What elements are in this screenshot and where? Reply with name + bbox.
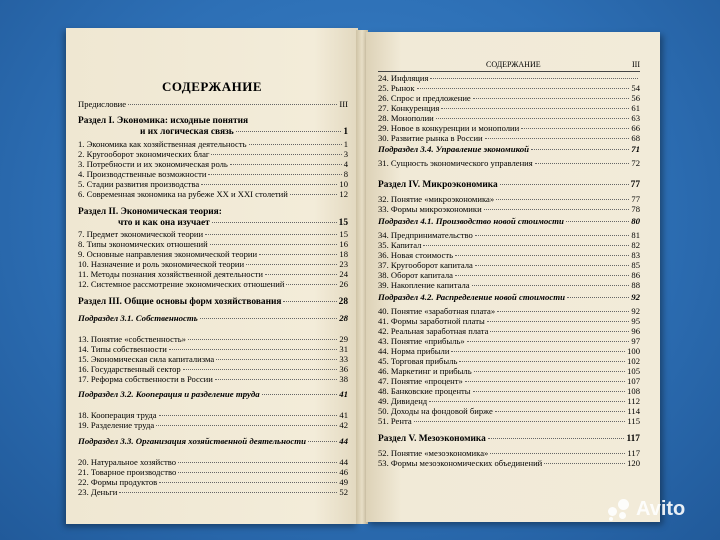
toc-dot-leader — [249, 144, 342, 145]
toc-entry — [378, 448, 640, 458]
toc-entry-title: 6. Современная экономика на рубеже XX и XXI столетий — [78, 189, 288, 199]
toc-entry-title: Подраздел 3.1. Собственность — [78, 313, 198, 323]
toc-entry-title: 28. Монополии — [378, 113, 434, 123]
toc-entry — [378, 386, 640, 396]
toc-dot-leader — [211, 154, 341, 155]
toc-dot-leader — [441, 108, 629, 109]
toc-dot-leader — [495, 411, 626, 412]
toc-dot-leader — [265, 274, 337, 275]
toc-page-number: 8 — [343, 169, 348, 179]
toc-dot-leader — [236, 131, 342, 132]
toc-dot-leader — [216, 359, 337, 360]
toc-page-number: 44 — [339, 436, 348, 446]
toc-entry — [378, 336, 640, 346]
toc-entry-title: 1. Экономика как хозяйственная деятельность — [78, 139, 247, 149]
toc-entry-title: 47. Понятие «процент» — [378, 376, 463, 386]
toc-entry — [78, 279, 348, 289]
toc-dot-leader — [200, 318, 337, 319]
toc-entry-title: 32. Понятие «микроэкономика» — [378, 194, 495, 204]
toc-entry — [78, 239, 348, 249]
toc-entry — [78, 364, 348, 374]
toc-entry — [78, 457, 348, 467]
toc-dot-leader — [465, 381, 625, 382]
toc-entry — [78, 354, 348, 364]
toc-entry — [378, 93, 640, 103]
toc-page-number: 15 — [339, 229, 348, 239]
toc-entry-title: 13. Понятие «собственность» — [78, 334, 186, 344]
toc-page-number: 107 — [627, 376, 640, 386]
toc-page-number: 112 — [627, 396, 640, 406]
toc-entry-title: и их логическая связь — [140, 127, 234, 137]
toc-entry-title: Раздел V. Мезоэкономика — [378, 434, 486, 444]
toc-page-number: 52 — [339, 487, 348, 497]
toc-dot-leader — [531, 149, 629, 150]
toc-dot-leader — [484, 209, 630, 210]
toc-page-number: 18 — [339, 249, 348, 259]
toc-entry-title: 38. Оборот капитала — [378, 270, 453, 280]
toc-page-number: 114 — [627, 406, 640, 416]
toc-entry-title: Подраздел 3.3. Организация хозяйственной деятельности — [78, 436, 306, 446]
toc-page-number: 28 — [339, 313, 348, 323]
page-title: СОДЕРЖАНИЕ — [161, 79, 263, 94]
toc-page-number: 92 — [631, 306, 640, 316]
toc-entry — [78, 149, 348, 159]
toc-page-number: III — [339, 99, 348, 109]
toc-page-number: 4 — [343, 159, 348, 169]
toc-page-number: 54 — [631, 83, 640, 93]
toc-dot-leader — [208, 174, 341, 175]
toc-entry-title: Раздел I. Экономика: исходные понятия — [78, 116, 249, 126]
toc-dot-leader — [128, 104, 337, 105]
toc-dot-leader — [451, 351, 625, 352]
toc-entry-title: Подраздел 4.1. Производство новой стоимости — [378, 216, 564, 226]
toc-entry-title: 18. Кооперация труда — [78, 410, 157, 420]
toc-entry-title: 3. Потребности и их экономическая роль — [78, 159, 228, 169]
toc-entry-title: Подраздел 3.4. Управление экономикой — [378, 144, 530, 154]
avito-logo-icon — [608, 499, 632, 521]
toc-entry — [378, 180, 640, 190]
toc-page-number: 29 — [339, 334, 348, 344]
toc-entry-title: 52. Понятие «мезоэкономика» — [378, 448, 489, 458]
toc-dot-leader — [286, 284, 337, 285]
toc-entry-title: 20. Натуральное хозяйство — [78, 457, 177, 467]
avito-watermark — [608, 498, 685, 521]
toc-entry — [78, 207, 348, 217]
toc-entry — [378, 194, 640, 204]
toc-entry — [78, 410, 348, 420]
toc-page-number: 24 — [339, 269, 348, 279]
toc-entry-title: 12. Системное рассмотрение экономических отношений — [78, 279, 285, 289]
toc-page-number: 108 — [627, 386, 640, 396]
toc-dot-leader — [429, 401, 625, 402]
toc-entry-title: 40. Понятие «заработная плата» — [378, 306, 496, 316]
toc-page-number: 120 — [627, 458, 640, 468]
running-header-page-number: III — [632, 60, 640, 69]
toc-entry — [78, 189, 348, 199]
toc-dot-leader — [497, 311, 629, 312]
toc-entry — [378, 260, 640, 270]
toc-entry-title: Подраздел 3.2. Кооперация и разделение труда — [78, 389, 260, 399]
toc-entry-title: Раздел III. Общие основы форм хозяйствования — [78, 297, 282, 307]
toc-entry — [378, 458, 640, 468]
toc-page-number: 15 — [338, 218, 348, 228]
toc-entry-title: 33. Формы микроэкономики — [378, 204, 482, 214]
toc-entry-title: 42. Реальная заработная плата — [378, 326, 489, 336]
toc-entry — [78, 389, 348, 399]
toc-entry-title: 35. Капитал — [378, 240, 422, 250]
toc-dot-leader — [500, 184, 629, 185]
toc-entry — [378, 270, 640, 280]
toc-entry — [378, 216, 640, 226]
toc-entry-title: 17. Реформа собственности в России — [78, 374, 213, 384]
toc-dot-leader — [414, 421, 626, 422]
toc-entry-title: 23. Деньги — [78, 487, 118, 497]
toc-entry — [378, 306, 640, 316]
toc-entry — [378, 144, 640, 154]
toc-dot-leader — [159, 482, 337, 483]
toc-page-number: 63 — [631, 113, 640, 123]
toc-entry — [378, 123, 640, 133]
toc-entry — [78, 467, 348, 477]
toc-dot-leader — [212, 222, 337, 223]
toc-entry — [78, 116, 348, 126]
toc-page-number: 68 — [631, 133, 640, 143]
toc-dot-leader — [496, 199, 629, 200]
toc-entry-title: 2. Кругооборот экономических благ — [78, 149, 210, 159]
toc-page-number: 26 — [339, 279, 348, 289]
toc-dot-leader — [535, 163, 630, 164]
toc-page-number: 16 — [339, 239, 348, 249]
toc-entry — [118, 218, 348, 228]
toc-entry — [78, 229, 348, 239]
toc-entry-title: что и как она изучает — [118, 218, 210, 228]
toc-entry — [78, 374, 348, 384]
toc-entry-title: 31. Сущность экономического управления — [378, 158, 533, 168]
toc-page-number: 86 — [631, 270, 640, 280]
toc-page-number: 117 — [626, 434, 640, 444]
toc-dot-leader — [201, 184, 337, 185]
toc-entry — [378, 133, 640, 143]
toc-dot-leader — [210, 244, 338, 245]
running-header — [378, 60, 640, 72]
toc-entry-title: 39. Накопление капитала — [378, 280, 470, 290]
toc-dot-leader — [473, 98, 630, 99]
toc-page-number: 85 — [631, 260, 640, 270]
toc-entry — [378, 83, 640, 93]
toc-entry-title: 50. Доходы на фондовой бирже — [378, 406, 493, 416]
toc-entry — [78, 179, 348, 189]
toc-page-number: 23 — [339, 259, 348, 269]
toc-dot-leader — [488, 438, 625, 439]
toc-page-number: 115 — [627, 416, 640, 426]
toc-dot-leader — [473, 391, 626, 392]
toc-entry-title: Раздел II. Экономическая теория: — [78, 207, 222, 217]
toc-page-number: 77 — [631, 194, 640, 204]
toc-entry-title: 53. Формы мезоэкономических объединений — [378, 458, 543, 468]
toc-page-number: 100 — [627, 346, 640, 356]
toc-page-number: 97 — [631, 336, 640, 346]
toc-page-number: 36 — [339, 364, 348, 374]
toc-dot-leader — [308, 441, 337, 442]
toc-entry-title: 22. Формы продуктов — [78, 477, 158, 487]
running-header-title: СОДЕРЖАНИЕ — [486, 60, 541, 69]
toc-page-number: 102 — [627, 356, 640, 366]
toc-dot-leader — [156, 425, 337, 426]
toc-entry-title: 5. Стадии развития производства — [78, 179, 200, 189]
toc-page-number: 56 — [631, 93, 640, 103]
toc-entry — [378, 292, 640, 302]
toc-entry-title: Предисловие — [78, 99, 127, 109]
toc-page-number: 81 — [631, 230, 640, 240]
toc-page-number: 42 — [339, 420, 348, 430]
toc-dot-leader — [467, 341, 630, 342]
toc-entry — [78, 249, 348, 259]
toc-entry — [378, 434, 640, 444]
toc-entry — [78, 487, 348, 497]
toc-entry — [378, 376, 640, 386]
toc-dot-leader — [436, 118, 630, 119]
toc-entry — [378, 406, 640, 416]
toc-page-number: 38 — [339, 374, 348, 384]
toc-entry — [378, 240, 640, 250]
toc-dot-leader — [521, 128, 629, 129]
toc-dot-leader — [205, 234, 337, 235]
toc-dot-leader — [259, 254, 337, 255]
toc-entry — [78, 436, 348, 446]
toc-page-number: 66 — [631, 123, 640, 133]
toc-page-number: 44 — [339, 457, 348, 467]
toc-entry — [78, 269, 348, 279]
toc-dot-leader — [183, 369, 338, 370]
toc-entry — [378, 230, 640, 240]
toc-dot-leader — [215, 379, 338, 380]
toc-entry — [140, 127, 348, 137]
toc-entry-title: 27. Конкуренция — [378, 103, 440, 113]
toc-entry — [78, 297, 348, 307]
toc-entry-title: 51. Рента — [378, 416, 412, 426]
toc-entry-title: 34. Предпринимательство — [378, 230, 473, 240]
toc-dot-leader — [159, 415, 338, 416]
toc-entry-title: 29. Новое в конкуренции и монополии — [378, 123, 520, 133]
toc-entry-title: 21. Товарное производство — [78, 467, 177, 477]
toc-dot-leader — [485, 138, 630, 139]
toc-entry-title: Раздел IV. Микроэкономика — [378, 180, 498, 190]
toc-entry — [378, 366, 640, 376]
toc-dot-leader — [567, 297, 629, 298]
toc-entry-title: 10. Назначение и роль экономической теории — [78, 259, 245, 269]
toc-dot-leader — [188, 339, 337, 340]
toc-page-number: 46 — [339, 467, 348, 477]
toc-page-number: 95 — [631, 316, 640, 326]
toc-dot-leader — [566, 221, 629, 222]
toc-page-number: 31 — [339, 344, 348, 354]
toc-dot-leader — [455, 255, 629, 256]
toc-dot-leader — [262, 394, 338, 395]
toc-page-number: 83 — [631, 250, 640, 260]
toc-entry — [378, 204, 640, 214]
toc-entry — [78, 344, 348, 354]
toc-entry — [78, 99, 348, 109]
toc-entry-title: 44. Норма прибыли — [378, 346, 450, 356]
toc-entry — [378, 416, 640, 426]
toc-entry-title: 46. Маркетинг и прибыль — [378, 366, 472, 376]
toc-page-number: 105 — [627, 366, 640, 376]
toc-entry — [378, 326, 640, 336]
toc-entry-title: 9. Основные направления экономической теории — [78, 249, 258, 259]
toc-page-number: 33 — [339, 354, 348, 364]
toc-entry-title: 4. Производственные возможности — [78, 169, 207, 179]
toc-entry — [78, 139, 348, 149]
toc-dot-leader — [169, 349, 338, 350]
toc-dot-leader — [423, 245, 629, 246]
toc-entry-title: 41. Формы заработной платы — [378, 316, 485, 326]
toc-entry-title: 7. Предмет экономической теории — [78, 229, 204, 239]
toc-dot-leader — [475, 265, 630, 266]
toc-page-number: 28 — [338, 297, 348, 307]
toc-entry-title: 24. Инфляция — [378, 73, 429, 83]
toc-dot-leader — [490, 331, 629, 332]
toc-page-number: 1 — [343, 139, 348, 149]
toc-dot-leader — [487, 321, 630, 322]
toc-dot-leader — [474, 371, 625, 372]
toc-page-number: 82 — [631, 240, 640, 250]
toc-entry-title: 30. Развитие рынка в России — [378, 133, 483, 143]
toc-entry — [378, 346, 640, 356]
toc-dot-leader — [417, 88, 630, 89]
toc-page-number: 117 — [627, 448, 640, 458]
toc-page-number: 3 — [343, 149, 348, 159]
toc-page-number: 96 — [631, 326, 640, 336]
toc-dot-leader — [178, 462, 337, 463]
toc-page-number: 12 — [339, 189, 348, 199]
toc-entry-title: Подраздел 4.2. Распределение новой стоимости — [378, 292, 565, 302]
toc-dot-leader — [283, 301, 336, 302]
toc-page-number: 41 — [339, 389, 348, 399]
toc-dot-leader — [490, 453, 625, 454]
toc-dot-leader — [246, 264, 337, 265]
toc-dot-leader — [459, 361, 625, 362]
toc-entry — [378, 396, 640, 406]
toc-dot-leader — [119, 492, 337, 493]
toc-entry-title: 25. Рынок — [378, 83, 415, 93]
toc-page-number: 1 — [343, 127, 348, 137]
toc-page-number: 72 — [631, 158, 640, 168]
avito-logo-text: Avito — [636, 498, 686, 520]
toc-entry — [378, 73, 640, 83]
toc-entry-title: 16. Государственный сектор — [78, 364, 181, 374]
toc-page-number: 49 — [339, 477, 348, 487]
toc-entry-title: 11. Методы познания хозяйственной деятельности — [78, 269, 263, 279]
toc-entry-title: 43. Понятие «прибыль» — [378, 336, 465, 346]
toc-entry — [78, 313, 348, 323]
toc-page-number: 80 — [631, 216, 640, 226]
toc-entry — [78, 169, 348, 179]
toc-entry — [78, 159, 348, 169]
toc-entry-title: 37. Кругооборот капитала — [378, 260, 473, 270]
toc-entry — [78, 334, 348, 344]
toc-dot-leader — [544, 463, 625, 464]
toc-dot-leader — [178, 472, 337, 473]
toc-entry — [378, 316, 640, 326]
toc-entry — [378, 113, 640, 123]
toc-entry — [78, 477, 348, 487]
toc-dot-leader — [430, 78, 638, 79]
toc-entry — [378, 250, 640, 260]
toc-page-number: 71 — [631, 144, 640, 154]
toc-entry-title: 14. Типы собственности — [78, 344, 167, 354]
toc-page-number: 61 — [631, 103, 640, 113]
toc-entry — [78, 259, 348, 269]
toc-entry-title: 15. Экономическая сила капитализма — [78, 354, 215, 364]
toc-dot-leader — [475, 235, 630, 236]
toc-entry-title: 45. Торговая прибыль — [378, 356, 458, 366]
toc-entry — [378, 356, 640, 366]
toc-entry-title: 49. Дивиденд — [378, 396, 428, 406]
toc-entry-title: 8. Типы экономических отношений — [78, 239, 208, 249]
toc-dot-leader — [230, 164, 342, 165]
toc-page-number: 92 — [631, 292, 640, 302]
toc-page-number: 41 — [339, 410, 348, 420]
toc-entry — [378, 158, 640, 168]
toc-dot-leader — [472, 285, 630, 286]
toc-dot-leader — [290, 194, 338, 195]
toc-entry-title: 36. Новая стоимость — [378, 250, 454, 260]
toc-page-number: 10 — [339, 179, 348, 189]
toc-page-number: 78 — [631, 204, 640, 214]
toc-dot-leader — [455, 275, 629, 276]
toc-entry-title: 19. Разделение труда — [78, 420, 155, 430]
toc-entry — [378, 103, 640, 113]
toc-page-number: 77 — [630, 180, 640, 190]
toc-entry — [378, 280, 640, 290]
toc-entry-title: 48. Банковские проценты — [378, 386, 471, 396]
toc-entry-title: 26. Спрос и предложение — [378, 93, 471, 103]
toc-page-number: 88 — [631, 280, 640, 290]
toc-entry — [78, 420, 348, 430]
